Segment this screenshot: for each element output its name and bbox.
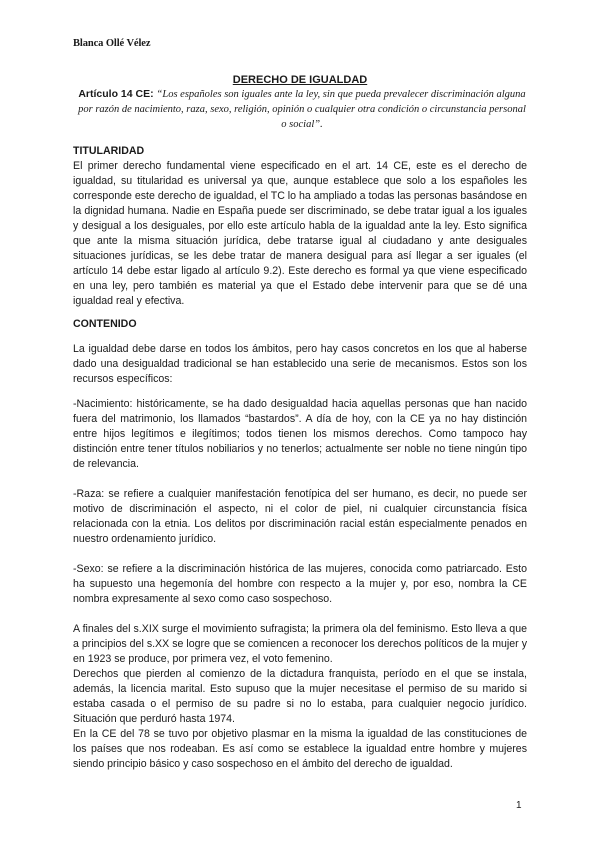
- page-number: 1: [516, 800, 522, 811]
- section-heading-titularidad: TITULARIDAD: [73, 145, 145, 157]
- paragraph-sexo: -Sexo: se refiere a la discriminación histórica de las mujeres, conocida como patriarcado. Esto ha supuesto una hegemonía del hombre con respecto a la mujer y, por eso, nombra la CE nombra expresamente al sexo como caso sospechoso.: [73, 563, 527, 605]
- paragraph-feminismo: A finales del s.XIX surge el movimiento sufragista; la primera ola del feminismo. Esto lleva a que a principios del s.XX se logre que se comiencen a reconocer los derechos políticos de la mujer y en 1923 se produce, por primera vez, el voto femenino.: [73, 623, 527, 665]
- article-quote-block: [78, 87, 526, 132]
- paragraph-contenido-intro: La igualdad debe darse en todos los ámbitos, pero hay casos concretos en los que al haberse dado una desigualdad tradicional se han establecido una serie de mecanismos. Estos son los recursos específicos:: [73, 343, 527, 385]
- section-heading-contenido: CONTENIDO: [73, 318, 137, 330]
- paragraph-nacimiento: -Nacimiento: históricamente, se ha dado desigualdad hacia aquellas personas que han nacido fuera del matrimonio, los llamados “bastardos”. A día de hoy, con la CE ya no hay distinción entre hijos legítimos e ilegítimos; todos tienen los mismos derechos. Como tampoco hay distinción entre tener títulos nobiliarios y no tenerlos; actualmente ser noble no tiene ningún tipo de relevancia.: [73, 398, 527, 470]
- paragraph-titularidad: El primer derecho fundamental viene especificado en el art. 14 CE, este es el derecho de igualdad, su titularidad es universal ya que, aunque establece que solo a los españoles les corresponde este derecho de igualdad, el TC lo ha ampliado a todas las personas basándose en la dignidad humana. Nadie en España puede ser discriminado, se debe tratar igual a los iguales y desigual a los desiguales, por ello este artículo habla de la igualdad ante la ley. Esto significa que ante la misma situación jurídica, debe tratarse igual al ciudadano y ante desiguales situaciones jurídicas, se les debe tratar de manera desigual para así llegar a ser iguales (el artículo 14 debe estar ligado al artículo 9.2). Este derecho es formal ya que viene especificado en una ley, pero también es material ya que el Estado debe intervenir para que se dé una igualdad real y efectiva.: [73, 160, 527, 307]
- paragraph-ce78: En la CE del 78 se tuvo por objetivo plasmar en la misma la igualdad de las constituciones de los países que nos rodeaban. Es así como se establece la igualdad entre hombre y mujeres siendo principio básico y caso sospechoso en el ámbito del derecho de igualdad.: [73, 728, 527, 770]
- paragraph-dictadura: Derechos que pierden al comienzo de la dictadura franquista, período en el que se instala, además, la licencia marital. Esto supuso que la mujer necesitase el permiso de su marido si estaba casada o el permiso de su padre si no lo estaba, para cualquier negocio jurídico. Situación que perduró hasta 1974.: [73, 668, 527, 725]
- paragraph-raza: -Raza: se refiere a cualquier manifestación fenotípica del ser humano, es decir, no puede ser motivo de discriminación el aspecto, ni el color de piel, ni cualquier circunstancia física relacionada con la etnia. Los delitos por discriminación racial están especialmente penados en nuestro ordenamiento jurídico.: [73, 488, 527, 545]
- document-title: DERECHO DE IGUALDAD: [232, 74, 368, 86]
- document-body: [73, 144, 527, 772]
- article-quote: “Los españoles son iguales ante la ley, sin que pueda prevalecer discriminación alguna por razón de nacimiento, raza, sexo, religión, opinión o cualquier otra condición o circunstancia personal o social”.: [78, 89, 526, 130]
- author-header: Blanca Ollé Vélez: [73, 38, 151, 49]
- article-label: Artículo 14 CE:: [78, 88, 154, 100]
